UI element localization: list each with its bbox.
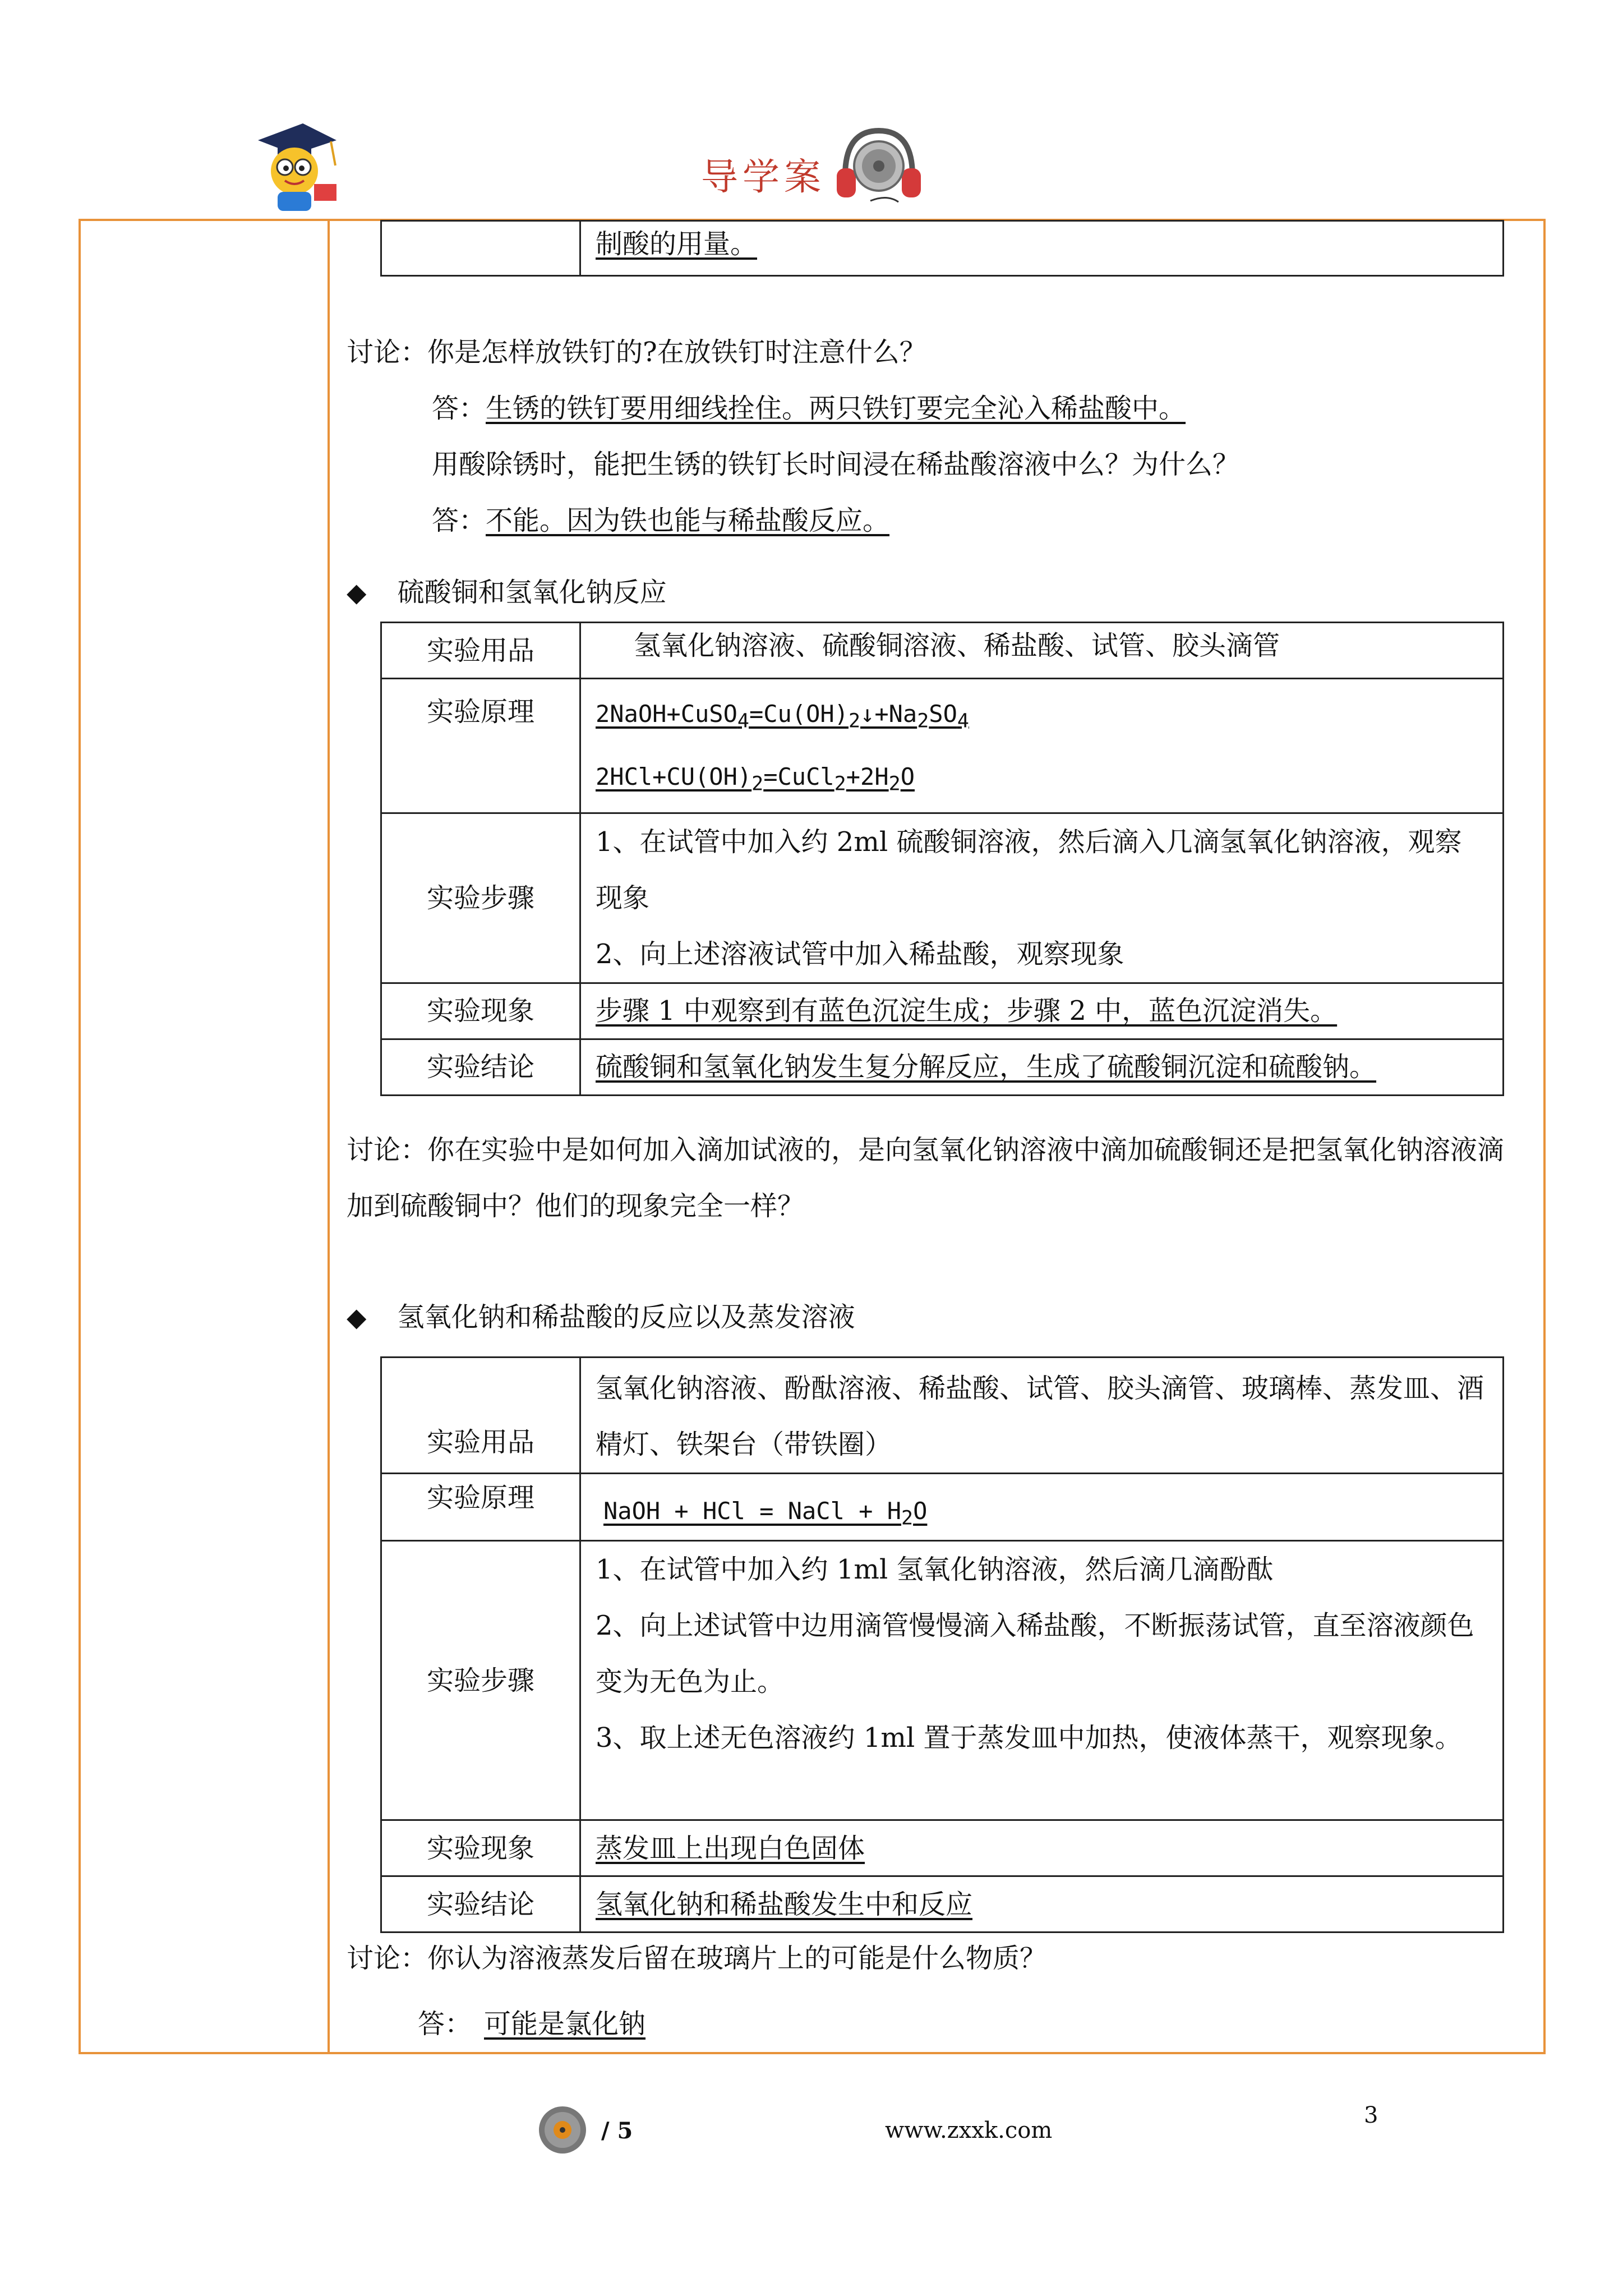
phenomenon-value: 步骤 1 中观察到有蓝色沉淀生成；步骤 2 中，蓝色沉淀消失。 [580,983,1504,1039]
principle-value [580,1474,1504,1541]
principle-label: 实验原理 [381,1474,580,1541]
step-2: 2、向上述溶液试管中加入稀盐酸，观察现象 [596,938,1124,970]
phenomenon-label: 实验现象 [381,1820,580,1876]
materials-value: 氢氧化钠溶液、硫酸铜溶液、稀盐酸、试管、胶头滴管 [580,623,1504,679]
discussion3-question: 讨论：你认为溶液蒸发后留在玻璃片上的可能是什么物质？ [347,1943,1047,1974]
conclusion-value: 硫酸铜和氢氧化钠发生复分解反应，生成了硫酸铜沉淀和硫酸钠。 [580,1039,1504,1095]
step-2: 2、向上述试管中边用滴管慢慢滴入稀盐酸，不断振荡试管，直至溶液颜色变为无色为止。 [596,1610,1474,1697]
diamond-bullet-icon: ◆ [347,1302,367,1332]
section2-table [380,1356,1504,1933]
footer-url[interactable]: www.zxxk.com [885,2118,1053,2143]
section1-title: 硫酸铜和氢氧化钠反应 [397,577,667,608]
answer-text: 不能。因为铁也能与稀盐酸反应。 [486,505,890,536]
scholar-mascot-icon [247,118,342,216]
phenomenon-label: 实验现象 [381,983,580,1039]
answer-prefix: 答： [418,2008,472,2040]
section1-heading [347,572,667,613]
continued-table-cell [580,221,1504,276]
equation: NaOH + HCl = NaCl + $H_2O$ [603,1497,928,1530]
discussion1-question2: 用酸除锈时，能把生锈的铁钉长时间浸在稀盐酸溶液中么？为什么？ [432,449,1240,480]
continued-table-label-cell [381,221,580,276]
header-title: 导学案 [701,155,826,199]
section2-heading [347,1297,855,1337]
section1-table [380,622,1504,1096]
steps-label: 实验步骤 [381,813,580,983]
discussion3-answer [418,2004,645,2044]
answer-text: 可能是氯化钠 [484,2008,646,2040]
conclusion-label: 实验结论 [381,1039,580,1095]
answer-prefix: 答： [432,393,486,424]
footer-page-count: / 5 [601,2118,633,2144]
answer-text: 生锈的铁钉要用细线拴住。两只铁钉要完全沁入稀盐酸中。 [486,393,1186,424]
step-1: 1、在试管中加入约 2ml 硫酸铜溶液，然后滴入几滴氢氧化钠溶液，观察现象 [596,826,1462,914]
conclusion-label: 实验结论 [381,1876,580,1932]
answer-prefix: 答： [432,505,486,536]
discussion1-answer [432,388,1186,429]
continued-table [380,220,1504,277]
disc-logo-icon [537,2105,588,2155]
step-1: 1、在试管中加入约 1ml 氢氧化钠溶液，然后滴几滴酚酞 [596,1554,1274,1585]
discussion1-question: 讨论：你是怎样放铁钉的?在放铁钉时注意什么？ [347,337,926,368]
principle-label: 实验原理 [381,679,580,813]
steps-label: 实验步骤 [381,1541,580,1820]
discussion2-text: 讨论：你在实验中是如何加入滴加试液的，是向氢氧化钠溶液中滴加硫酸铜还是把氢氧化钠溶液滴加到硫酸铜中？他们的现象完全一样？ [347,1134,1505,1222]
continued-table-text: 制酸的用量。 [596,228,758,260]
steps-value [580,1541,1504,1820]
materials-label: 实验用品 [381,1358,580,1474]
step-3: 3、取上述无色溶液约 1ml 置于蒸发皿中加热，使液体蒸干，观察现象。 [596,1722,1462,1754]
materials-label: 实验用品 [381,623,580,679]
equation-1: $2NaOH+CuSO_4=Cu(OH)_2↓+Na_2SO_4$ [596,700,969,733]
steps-value [580,813,1504,983]
page-number: 3 [1364,2102,1378,2128]
section2-title: 氢氧化钠和稀盐酸的反应以及蒸发溶液 [397,1301,855,1333]
phenomenon-value: 蒸发皿上出现白色固体 [580,1820,1504,1876]
frame-column-divider [328,219,330,2054]
conclusion-value: 氢氧化钠和稀盐酸发生中和反应 [580,1876,1504,1932]
discussion1-answer2 [432,500,889,541]
music-headphone-logo-icon [831,122,926,206]
principle-value [580,679,1504,813]
materials-value: 氢氧化钠溶液、酚酞溶液、稀盐酸、试管、胶头滴管、玻璃棒、蒸发皿、酒精灯、铁架台（带铁圈） [580,1358,1504,1474]
diamond-bullet-icon: ◆ [347,577,367,608]
equation-2: $2HCl+CU(OH)_2=CuCl_2+2H_2O$ [596,763,915,795]
